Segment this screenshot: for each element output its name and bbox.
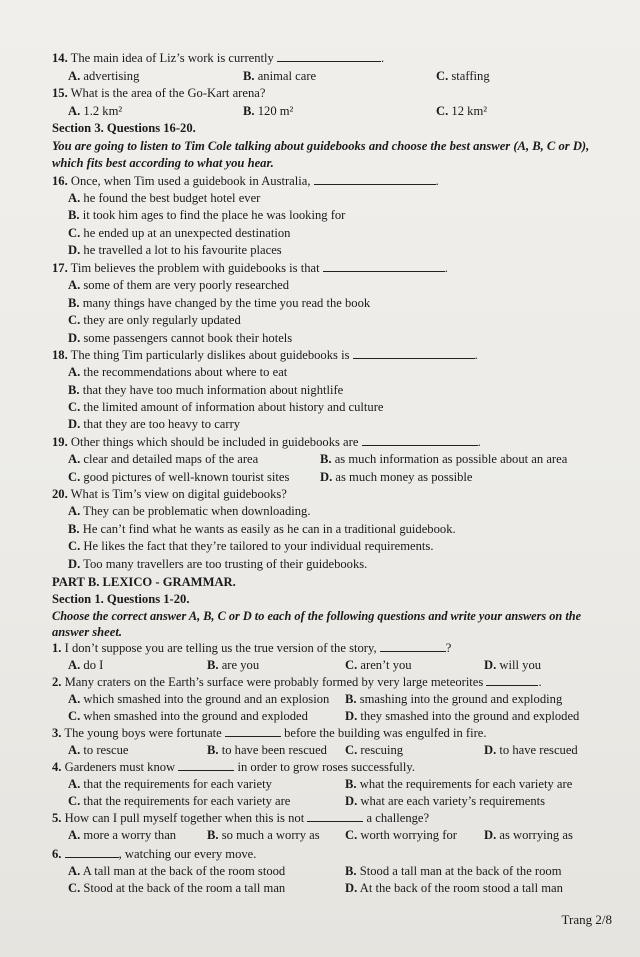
answer-blank bbox=[486, 674, 538, 686]
section-3-instruction-cont: which fits best according to what you hear. bbox=[52, 156, 274, 170]
option-19c: C. good pictures of well-known tourist sites bbox=[68, 470, 290, 484]
option-g2a: A. which smashed into the ground and an explosion bbox=[68, 692, 330, 706]
option-g6a: A. A tall man at the back of the room stood bbox=[68, 864, 286, 878]
option-17b: B. many things have changed by the time you read the book bbox=[68, 296, 371, 310]
option-g1a: A. do I bbox=[68, 658, 104, 672]
option-16d: D. he travelled a lot to his favourite places bbox=[68, 243, 282, 257]
option-20a: A. They can be problematic when downloading. bbox=[68, 504, 311, 518]
option-17c: C. they are only regularly updated bbox=[68, 313, 241, 327]
option-g3b: B. to have been rescued bbox=[207, 743, 327, 757]
question-20: 20. What is Tim’s view on digital guidebooks? bbox=[52, 487, 287, 501]
grammar-question-1: 1. I don’t suppose you are telling us the true version of the story, ? bbox=[52, 641, 452, 655]
answer-blank bbox=[323, 260, 445, 272]
question-16: 16. Once, when Tim used a guidebook in Australia, . bbox=[52, 174, 439, 188]
option-g6b: B. Stood a tall man at the back of the room bbox=[345, 864, 562, 878]
option-g5b: B. so much a worry as bbox=[207, 828, 320, 842]
option-19a: A. clear and detailed maps of the area bbox=[68, 452, 259, 466]
option-16a: A. he found the best budget hotel ever bbox=[68, 191, 261, 205]
question-15: 15. What is the area of the Go-Kart arena? bbox=[52, 86, 266, 100]
answer-blank bbox=[353, 347, 475, 359]
option-g6c: C. Stood at the back of the room a tall man bbox=[68, 881, 286, 895]
option-15a: A. 1.2 km² bbox=[68, 104, 123, 118]
answer-blank bbox=[65, 846, 119, 858]
grammar-question-6: 6. , watching our every move. bbox=[52, 847, 257, 861]
question-17: 17. Tim believes the problem with guidebooks is that . bbox=[52, 261, 448, 275]
option-g3c: C. rescuing bbox=[345, 743, 404, 757]
answer-blank bbox=[307, 810, 363, 822]
part-b-instruction: Choose the correct answer A, B, C or D to each of the following questions and write your answers on the bbox=[52, 609, 582, 623]
option-17a: A. some of them are very poorly researched bbox=[68, 278, 290, 292]
option-18a: A. the recommendations about where to eat bbox=[68, 365, 288, 379]
option-19d: D. as much money as possible bbox=[320, 470, 473, 484]
option-g3a: A. to rescue bbox=[68, 743, 129, 757]
grammar-question-2: 2. Many craters on the Earth’s surface were probably formed by very large meteorites . bbox=[52, 675, 542, 689]
option-g3d: D. to have rescued bbox=[484, 743, 578, 757]
answer-blank bbox=[178, 759, 234, 771]
option-20b: B. He can’t find what he wants as easily as he can in a traditional guidebook. bbox=[68, 522, 456, 536]
option-g5c: C. worth worrying for bbox=[345, 828, 457, 842]
answer-blank bbox=[314, 173, 436, 185]
part-b-section-1-heading: Section 1. Questions 1-20. bbox=[52, 592, 190, 606]
option-17d: D. some passengers cannot book their hotels bbox=[68, 331, 293, 345]
part-b-instruction-cont: answer sheet. bbox=[52, 625, 122, 639]
option-14c: C. staffing bbox=[436, 69, 490, 83]
option-g2b: B. smashing into the ground and exploding bbox=[345, 692, 563, 706]
option-19b: B. as much information as possible about an area bbox=[320, 452, 568, 466]
option-g4d: D. what are each variety’s requirements bbox=[345, 794, 546, 808]
option-16b: B. it took him ages to find the place he was looking for bbox=[68, 208, 346, 222]
option-g2d: D. they smashed into the ground and exploded bbox=[345, 709, 580, 723]
question-19: 19. Other things which should be included in guidebooks are . bbox=[52, 435, 481, 449]
question-14: 14. The main idea of Liz’s work is currently . bbox=[52, 51, 385, 65]
option-g4a: A. that the requirements for each variety bbox=[68, 777, 272, 791]
option-20d: D. Too many travellers are too trusting of their guidebooks. bbox=[68, 557, 368, 571]
option-g6d: D. At the back of the room stood a tall man bbox=[345, 881, 563, 895]
answer-blank bbox=[277, 50, 381, 62]
option-15b: B. 120 m² bbox=[243, 104, 294, 118]
option-18c: C. the limited amount of information about history and culture bbox=[68, 400, 384, 414]
option-16c: C. he ended up at an unexpected destination bbox=[68, 226, 291, 240]
grammar-question-3: 3. The young boys were fortunate before the building was engulfed in fire. bbox=[52, 726, 487, 740]
option-15c: C. 12 km² bbox=[436, 104, 488, 118]
option-g5a: A. more a worry than bbox=[68, 828, 177, 842]
option-14b: B. animal care bbox=[243, 69, 317, 83]
option-20c: C. He likes the fact that they’re tailored to your individual requirements. bbox=[68, 539, 434, 553]
option-18d: D. that they are too heavy to carry bbox=[68, 417, 241, 431]
grammar-question-5: 5. How can I pull myself together when this is not a challenge? bbox=[52, 811, 430, 825]
answer-blank bbox=[225, 725, 281, 737]
page-number: Trang 2/8 bbox=[561, 912, 612, 927]
option-g5d: D. as worrying as bbox=[484, 828, 573, 842]
section-3-heading: Section 3. Questions 16-20. bbox=[52, 121, 196, 135]
option-18b: B. that they have too much information about nightlife bbox=[68, 383, 344, 397]
question-18: 18. The thing Tim particularly dislikes about guidebooks is . bbox=[52, 348, 478, 362]
answer-blank bbox=[362, 434, 478, 446]
option-g4c: C. that the requirements for each variety are bbox=[68, 794, 291, 808]
grammar-question-4: 4. Gardeners must know in order to grow roses successfully. bbox=[52, 760, 416, 774]
option-g4b: B. what the requirements for each variety are bbox=[345, 777, 573, 791]
option-g1c: C. aren’t you bbox=[345, 658, 412, 672]
section-3-instruction: You are going to listen to Tim Cole talking about guidebooks and choose the best answer (A, B, C or D), bbox=[52, 139, 590, 153]
option-g2c: C. when smashed into the ground and exploded bbox=[68, 709, 308, 723]
answer-blank bbox=[380, 640, 446, 652]
option-14a: A. advertising bbox=[68, 69, 140, 83]
option-g1d: D. will you bbox=[484, 658, 542, 672]
option-g1b: B. are you bbox=[207, 658, 260, 672]
part-b-heading: PART B. LEXICO - GRAMMAR. bbox=[52, 575, 236, 589]
